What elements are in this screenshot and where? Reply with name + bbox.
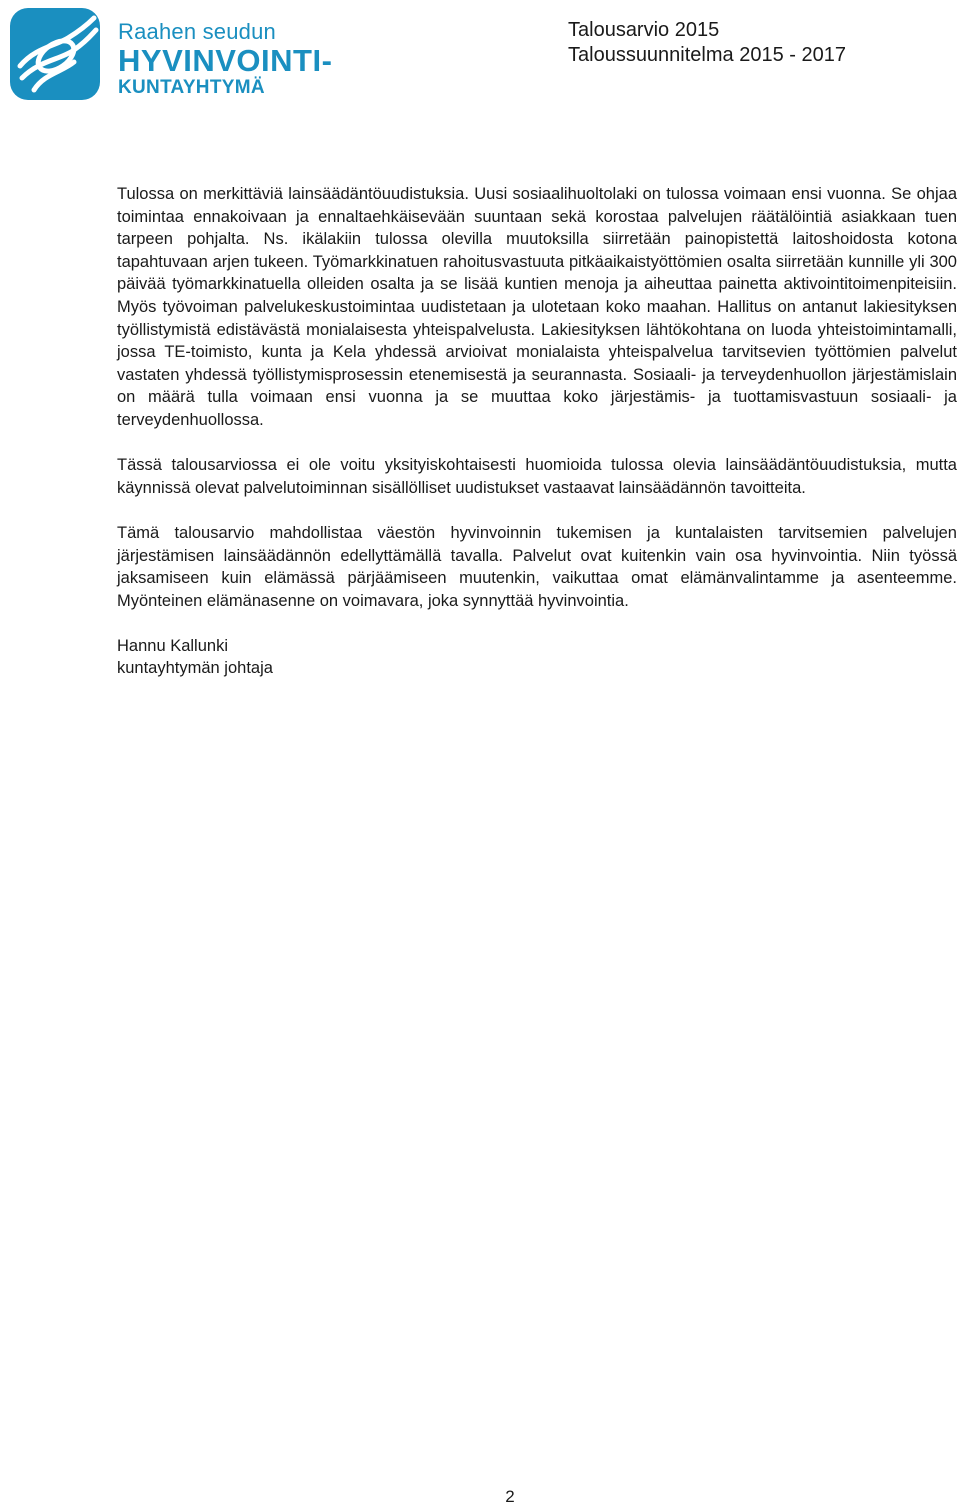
paragraph-legislation: Tulossa on merkittäviä lainsäädäntöuudistuksia. Uusi sosiaalihuoltolaki on tulossa voimaan ensi vuonna. Se ohjaa toimintaa ennakoivaan ja ennaltaehkäisevään suuntaan sekä korostaa palvelujen räätälöintiä asiakkaan tuen tarpeen pohjalta. Ns. ikälakiin tulossa olevilla muutoksilla siirretään painopistettä laitoshoidosta kotona tapahtuvaan arjen tukeen. Työmarkkinatuen rahoitusvastuuta pitkäaikaistyöttömien osalta siirretään kunnille yli 300 päivää työmarkkinatuella olleiden osalta ja se lisää kuntien menoja ja aiheuttaa painetta aktivointitoimenpiteisiin. Myös työvoiman palvelukeskustoimintaa uudistetaan ja ulotetaan koko maahan. Hallitus on antanut lakiesityksen työllistymistä edistävästä monialaisesta yhteispalvelusta. Lakiesityksen lähtökohtana on luoda yhteistoimintamalli, jossa TE-toimisto, kunta ja Kela yhdessä arvioivat monialaista yhteispalvelua tarvitsevien työttömien palvelut vastaten yhdessä työllistymisprosessin etenemisestä ja seurannasta. Sosiaali- ja terveydenhuollon järjestämislain on määrä tulla voimaan ensi vuonna ja se muuttaa koko järjestämis- ja tuottamisvastuun sosiaali- ja terveydenhuollossa. [117, 185, 957, 429]
logo-text [118, 20, 332, 99]
document-header [568, 18, 846, 68]
page-number: 2 [505, 1487, 515, 1506]
logo-line-type: KUNTAYHTYMÄ [118, 77, 265, 98]
document-subtitle: Taloussuunnitelma 2015 - 2017 [568, 44, 846, 66]
signature-name: Hannu Kallunki [117, 636, 228, 655]
logo-line-name: HYVINVOINTI- [118, 43, 333, 78]
paragraph-budget-scope: Tässä talousarviossa ei ole voitu yksityiskohtaisesti huomioida tulossa olevia lainsäädäntöuudistuksia, mutta käynnissä olevat palvelutoiminnan sisällölliset uudistukset vastaavat lainsäädännön tavoitteita. [117, 456, 957, 497]
organization-logo [10, 8, 333, 104]
signature-title: kuntayhtymän johtaja [117, 659, 273, 678]
main-content [117, 183, 957, 680]
document-title: Talousarvio 2015 [568, 19, 720, 41]
paragraph-wellbeing: Tämä talousarvio mahdollistaa väestön hyvinvoinnin tukemisen ja kuntalaisten tarvitsemien palvelujen järjestämisen lainsäädännön edellyttämällä tavalla. Palvelut ovat kuitenkin vain osa hyvinvointia. Niin työssä jaksamiseen kuin elämässä pärjäämiseen muutenkin, vaikuttaa omat elämänvalintamme ja asenteemme. Myönteinen elämänasenne on voimavara, joka synnyttää hyvinvointia. [117, 523, 957, 610]
signature-block [117, 635, 957, 680]
knot-emblem-icon [10, 8, 100, 100]
logo-line-region: Raahen seudun [118, 19, 276, 44]
